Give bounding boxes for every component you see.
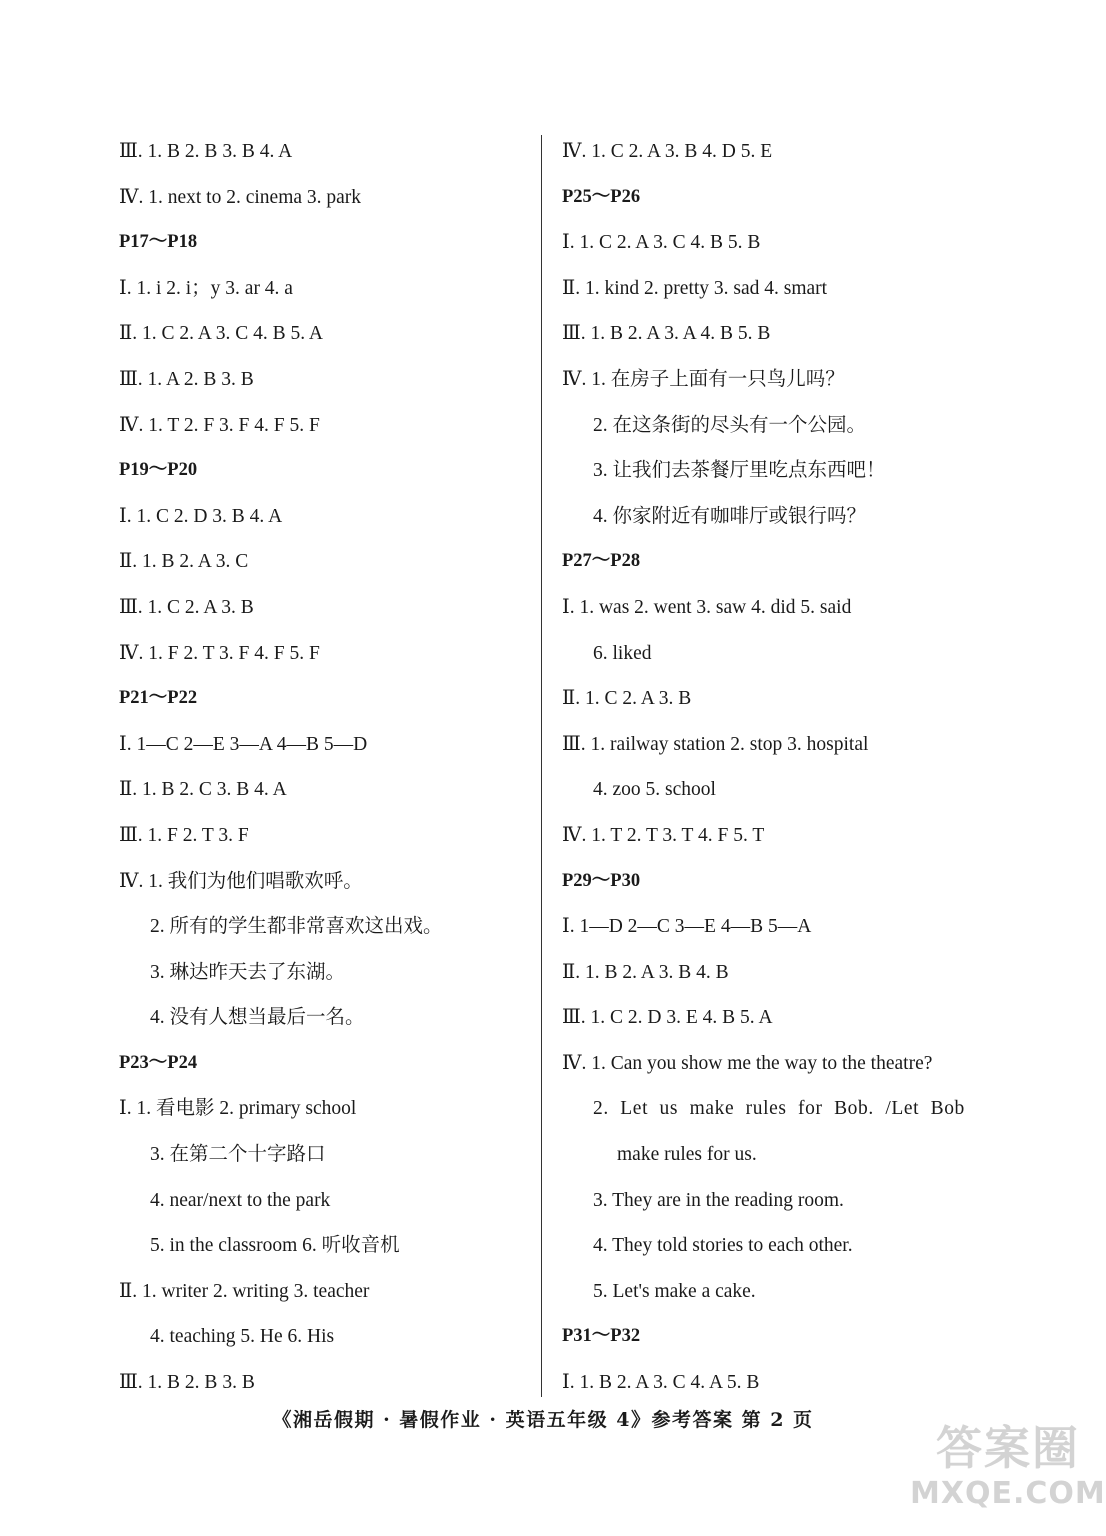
answer-line: make rules for us. — [617, 1144, 757, 1166]
answer-line: 3. 琳达昨天去了东湖。 — [150, 961, 346, 983]
answer-line: 4. near/next to the park — [150, 1189, 331, 1211]
answer-line: 4. 没有人想当最后一名。 — [150, 1007, 365, 1029]
watermark-top: 答案圈 — [936, 1421, 1080, 1475]
answer-line: Ⅱ. 1. C 2. A 3. B — [562, 688, 692, 710]
answer-line: Ⅳ. 1. T 2. T 3. T 4. F 5. T — [562, 824, 765, 846]
answer-line: Ⅰ. 1. B 2. A 3. C 4. A 5. B — [562, 1372, 760, 1394]
answer-line: Ⅱ. 1. C 2. A 3. C 4. B 5. A — [119, 323, 323, 345]
section-heading: P17～P18 — [119, 232, 198, 253]
section-heading: P21～P22 — [119, 688, 198, 709]
answer-line: Ⅲ. 1. C 2. A 3. B — [119, 596, 254, 618]
answer-line: Ⅰ. 1—D 2—C 3—E 4—B 5—A — [562, 916, 812, 938]
answer-line: Ⅲ. 1. A 2. B 3. B — [119, 368, 254, 390]
answer-line: Ⅳ. 1. 我们为他们唱歌欢呼。 — [119, 870, 363, 892]
section-heading: P31～P32 — [562, 1326, 641, 1347]
answer-line: 4. teaching 5. He 6. His — [150, 1326, 335, 1348]
answer-line: Ⅰ. 1. C 2. D 3. B 4. A — [119, 505, 283, 527]
answer-line: Ⅱ. 1. B 2. A 3. C — [119, 551, 249, 573]
answer-line: 2. 所有的学生都非常喜欢这出戏。 — [150, 916, 443, 938]
answer-line: 2. Let us make rules for Bob. /Let Bob — [593, 1098, 965, 1120]
answer-line: 2. 在这条街的尽头有一个公园。 — [593, 414, 867, 436]
answer-line: Ⅰ. 1. C 2. A 3. C 4. B 5. B — [562, 232, 761, 254]
answer-line: Ⅲ. 1. B 2. A 3. A 4. B 5. B — [562, 323, 771, 345]
section-heading: P29～P30 — [562, 870, 641, 891]
answer-line: Ⅱ. 1. B 2. C 3. B 4. A — [119, 779, 287, 801]
answer-line: Ⅳ. 1. Can you show me the way to the theatre? — [562, 1052, 933, 1074]
answer-line: Ⅰ. 1—C 2—E 3—A 4—B 5—D — [119, 733, 368, 755]
answer-line: Ⅳ. 1. T 2. F 3. F 4. F 5. F — [119, 414, 320, 436]
watermark-logo — [910, 1420, 1106, 1530]
answer-line: 4. 你家附近有咖啡厅或银行吗？ — [593, 505, 867, 527]
section-heading: P19～P20 — [119, 460, 198, 481]
right-column — [562, 129, 982, 1406]
answer-line: Ⅳ. 1. next to 2. cinema 3. park — [119, 186, 362, 208]
answer-line: 3. They are in the reading room. — [593, 1189, 844, 1211]
answer-line: Ⅲ. 1. B 2. B 3. B — [119, 1372, 255, 1394]
section-heading: P25～P26 — [562, 186, 641, 207]
answer-line: Ⅱ. 1. writer 2. writing 3. teacher — [119, 1280, 370, 1302]
watermark-bottom: MXQE.COM — [910, 1476, 1106, 1511]
answer-line: Ⅱ. 1. B 2. A 3. B 4. B — [562, 961, 729, 983]
column-divider — [541, 135, 542, 1397]
answer-line: 3. 在第二个十字路口 — [150, 1144, 326, 1166]
answer-line: Ⅲ. 1. C 2. D 3. E 4. B 5. A — [562, 1007, 773, 1029]
answer-line: Ⅲ. 1. B 2. B 3. B 4. A — [119, 141, 293, 162]
answer-line: 6. liked — [593, 642, 652, 664]
section-heading: P27～P28 — [562, 551, 641, 572]
left-column — [119, 129, 519, 1406]
answer-line: Ⅲ. 1. railway station 2. stop 3. hospital — [562, 733, 869, 755]
answer-line: Ⅳ. 1. F 2. T 3. F 4. F 5. F — [119, 642, 320, 664]
answer-line: 4. They told stories to each other. — [593, 1235, 853, 1257]
answer-line: 4. zoo 5. school — [593, 779, 716, 801]
answer-line: 5. in the classroom 6. 听收音机 — [150, 1235, 400, 1257]
answer-line: 5. Let's make a cake. — [593, 1280, 756, 1302]
answer-line: Ⅰ. 1. i 2. i；y 3. ar 4. a — [119, 277, 293, 299]
answer-line: Ⅳ. 1. 在房子上面有一只鸟儿吗？ — [562, 368, 845, 390]
answer-line: 3. 让我们去茶餐厅里吃点东西吧！ — [593, 460, 886, 482]
answer-line: Ⅰ. 1. was 2. went 3. saw 4. did 5. said — [562, 596, 852, 618]
section-heading: P23～P24 — [119, 1052, 198, 1073]
answer-line: Ⅰ. 1. 看电影 2. primary school — [119, 1098, 357, 1120]
answer-line: Ⅲ. 1. F 2. T 3. F — [119, 824, 249, 846]
page-footer: 《湘岳假期 · 暑假作业 · 英语五年级 4》参考答案 第 2 页 — [272, 1409, 814, 1431]
answer-line: Ⅱ. 1. kind 2. pretty 3. sad 4. smart — [562, 277, 828, 299]
answer-line: Ⅳ. 1. C 2. A 3. B 4. D 5. E — [562, 141, 773, 162]
